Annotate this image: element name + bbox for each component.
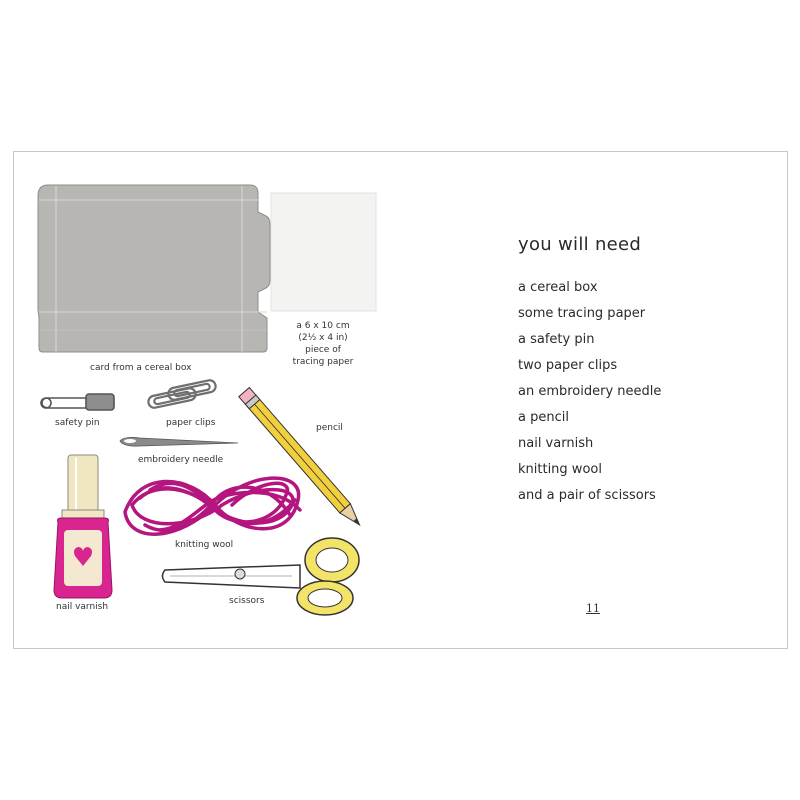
caption-tracing-line-4: tracing paper (292, 357, 354, 367)
list-item: a safety pin (518, 332, 595, 347)
caption-tracing-line-3: piece of (305, 345, 341, 355)
caption-safety-pin: safety pin (55, 418, 100, 428)
caption-embroidery-needle: embroidery needle (138, 455, 224, 465)
list-item: a cereal box (518, 280, 598, 295)
nail-varnish-illustration (54, 455, 112, 598)
tracing-paper-illustration (271, 193, 376, 311)
knitting-wool-illustration (125, 478, 300, 534)
pencil-illustration (239, 387, 365, 529)
caption-card: card from a cereal box (90, 363, 192, 373)
caption-nail-varnish: nail varnish (56, 602, 109, 612)
list-item: a pencil (518, 410, 569, 425)
safety-pin-illustration (41, 394, 114, 410)
list-item: some tracing paper (518, 306, 646, 321)
list-item: an embroidery needle (518, 384, 662, 399)
list-item: nail varnish (518, 436, 594, 451)
caption-tracing-line-1: a 6 x 10 cm (296, 321, 350, 331)
materials-list (518, 278, 661, 512)
cereal-box-card-illustration (38, 185, 270, 352)
caption-paper-clips: paper clips (166, 418, 216, 428)
caption-tracing-line-2: (2½ x 4 in) (298, 333, 348, 343)
caption-knitting-wool: knitting wool (175, 540, 234, 550)
list-item: knitting wool (518, 462, 602, 477)
paper-clips-illustration (147, 379, 216, 409)
caption-scissors: scissors (229, 596, 265, 606)
list-item: two paper clips (518, 358, 618, 373)
list-item: and a pair of scissors (518, 488, 656, 503)
page-number: 11 (586, 602, 600, 615)
page-heading: you will need (518, 234, 642, 255)
caption-pencil: pencil (316, 423, 343, 433)
embroidery-needle-illustration (120, 437, 238, 446)
